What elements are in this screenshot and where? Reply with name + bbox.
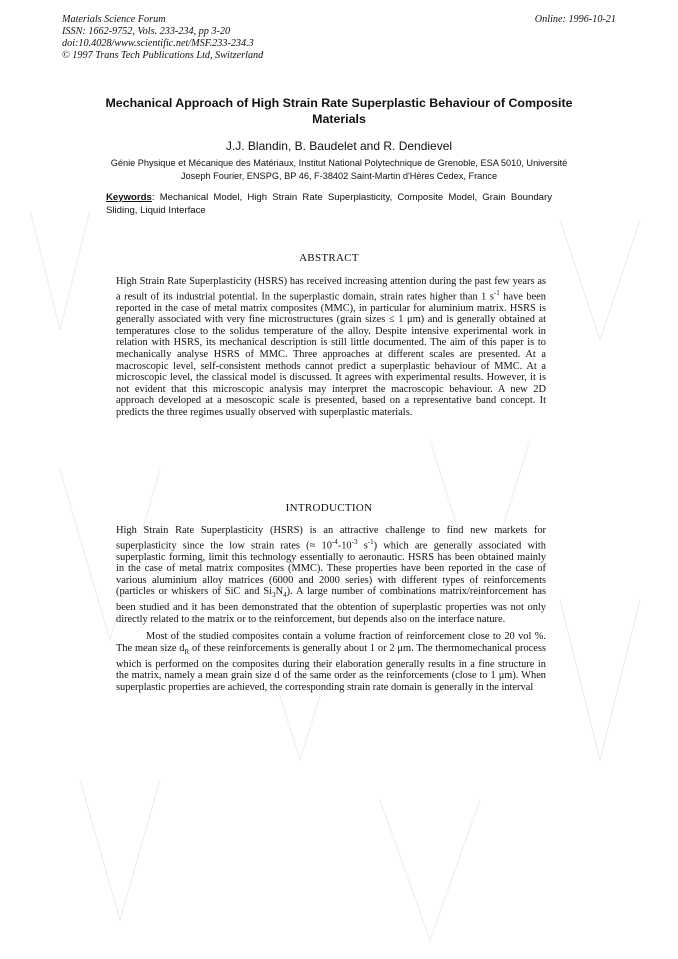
issn-line: ISSN: 1662-9752, Vols. 233-234, pp 3-20 — [62, 26, 231, 37]
abstract-body — [116, 276, 546, 419]
journal-name: Materials Science Forum — [62, 14, 166, 25]
keywords-text: Mechanical Model, High Strain Rate Superplasticity, Composite Model, Grain Boundary Sliding, Liquid Interface — [106, 192, 552, 216]
abstract-paragraph: High Strain Rate Superplasticity (HSRS) has received increasing attention during the past few years as a result of its industrial potential. In the superplastic domain, strain rates higher than 1 $s^{-1}$ have been reported in the case of metal matrix composites (MMC), in particular for aluminium matrix. HSRS is generally associated with very fine microstructures (grain sizes ≤ 1 μm) and is generally obtained at temperatures close to the solidus temperature of the alloy. Despite intensive experimental work in relation with HSRS, its mechanical description is still little documented. The aim of this paper is to mechanically analyse HSRS of MMC. Three approaches at different scales are presented. At a macroscopic level, self-consistent methods cannot predict a superplastic behaviour of MMC. At a microscopic level, the classical model is discussed. It agrees with experimental results. However, it is not evident that this microscopic analysis may interpret the macroscopic behaviour. A new 2D approach developed at a mesoscopic scale is presented, based on a representative band concept. It predicts the three regimes usually observed with superplastic materials. — [116, 276, 546, 418]
introduction-paragraph-1: High Strain Rate Superplasticity (HSRS) is an attractive challenge to find new markets for superplasticity since the low strain rates (≈ $10^{-4}-10^{-3}$ $s^{-1}$) which are generally associated with superplastic forming, limit this technology essentially to aeronautic. HSRS has been obtained mainly in the case of metal matrix composites (MMC). These properties have been reported in the case of various aluminium alloy matrices (6000 and 2000 series) with different types of reinforcements (particles or whiskers of SiC and $Si_3N_4$). A large number of combinations matrix/reinforcement has been studied and it has been demonstrated that the obtention of superplastic properties was not only directly related to the matrix or to the reinforcement, but depends also on the interface nature. — [116, 525, 546, 625]
affiliation: Génie Physique et Mécanique des Matériaux, Institut National Polytechnique de Grenoble, ESA 5010, Université Joseph Fourier, ENSPG, BP 46, F-38402 Saint-Martin d'Hères Cedex, France — [110, 158, 568, 181]
paper-title: Mechanical Approach of High Strain Rate Superplastic Behaviour of Composite Materials — [105, 96, 573, 126]
authors: J.J. Blandin, B. Baudelet and R. Dendievel — [225, 139, 453, 153]
keywords-label: Keywords — [106, 192, 152, 203]
abstract-heading: ABSTRACT — [299, 252, 359, 264]
introduction-paragraph-2: Most of the studied composites contain a volume fraction of reinforcement close to 20 vol %. The mean size $d_R$ of these reinforcements is generally about 1 or 2 μm. The thermomechanical process which is performed on the composites during their elaboration generally results in a fine structure in the matrix, namely a mean grain size d of the same order as the reinforcements (close to 1 μm). When superplastic properties are achieved, the corresponding strain rate domain is generally in the interval — [116, 631, 546, 693]
copyright-line: © 1997 Trans Tech Publications Ltd, Switzerland — [62, 50, 264, 61]
introduction-body — [116, 525, 546, 693]
journal-header — [62, 14, 263, 62]
online-date: Online: 1996-10-21 — [534, 14, 616, 25]
keywords: Keywords: Mechanical Model, High Strain Rate Superplasticity, Composite Model, Grain Boundary Sliding, Liquid Interface — [106, 192, 552, 216]
introduction-heading: INTRODUCTION — [285, 502, 373, 514]
doi-line: doi:10.4028/www.scientific.net/MSF.233-234.3 — [62, 38, 254, 49]
